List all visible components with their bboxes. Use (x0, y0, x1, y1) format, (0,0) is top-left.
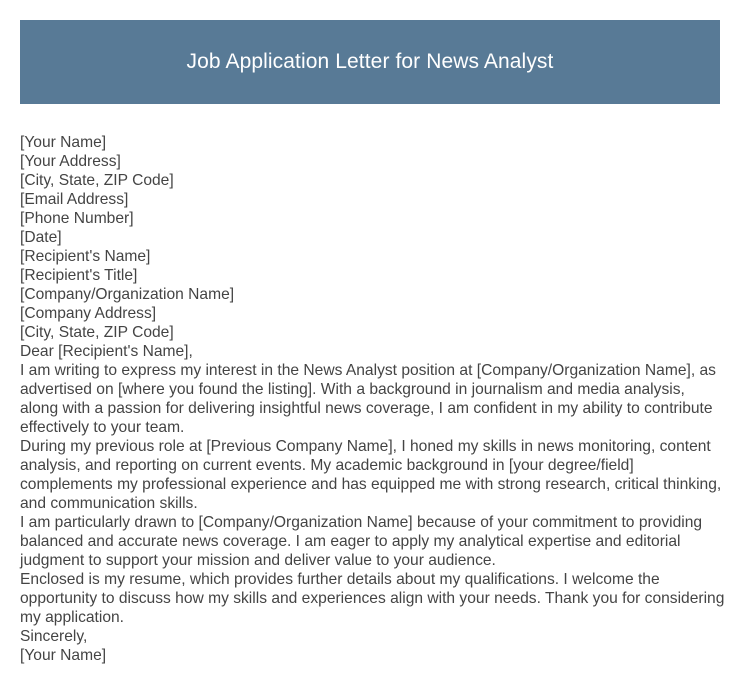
body-paragraph-experience: During my previous role at [Previous Company Name], I honed my skills in news monitoring, content analysis, and reporting on current events. My academic background in [your degree/field] complements my professional experience and has equipped me with strong research, critical thinking, and communication skills. (20, 438, 722, 512)
sender-city-state-zip: [City, State, ZIP Code] (20, 172, 174, 189)
signature-name: [Your Name] (20, 647, 107, 664)
body-paragraph-closing: Enclosed is my resume, which provides further details about my qualifications. I welcome the opportunity to discuss how my skills and experiences align with your needs. Thank you for considering my application. (20, 571, 725, 626)
header-banner (20, 20, 720, 104)
recipient-title: [Recipient's Title] (20, 267, 138, 284)
sender-address: [Your Address] (20, 153, 121, 170)
recipient-city-state-zip: [City, State, ZIP Code] (20, 324, 174, 341)
recipient-company: [Company/Organization Name] (20, 286, 235, 303)
salutation: Dear [Recipient's Name], (20, 343, 193, 360)
body-paragraph-intro: I am writing to express my interest in the News Analyst position at [Company/Organization Name], as advertised on [where you found the listing]. With a background in journalism and media analysis, along with a passion for delivering insightful news coverage, I am confident in my ability to contribute effectively to your team. (20, 362, 716, 436)
sender-name: [Your Name] (20, 134, 107, 151)
recipient-address: [Company Address] (20, 305, 157, 322)
recipient-name: [Recipient's Name] (20, 248, 151, 265)
sender-email: [Email Address] (20, 191, 129, 208)
body-paragraph-motivation: I am particularly drawn to [Company/Organization Name] because of your commitment to providing balanced and accurate news coverage. I am eager to apply my analytical expertise and editorial judgment to support your mission and deliver value to your audience. (20, 514, 703, 569)
sender-phone: [Phone Number] (20, 210, 134, 227)
closing: Sincerely, (20, 628, 88, 645)
page-title: Job Application Letter for News Analyst (186, 50, 554, 73)
letter-date: [Date] (20, 229, 62, 246)
letter-body (20, 133, 725, 665)
